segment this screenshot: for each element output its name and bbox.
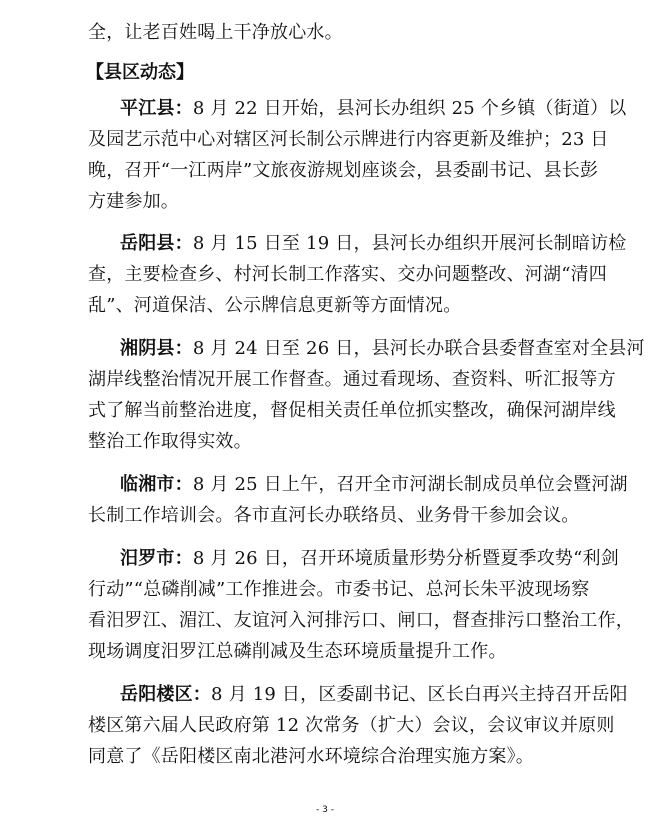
entry-xiangyin-line-1: [120, 336, 645, 362]
entry-xiangyin-line-3: 式了解当前整治进度，督促相关责任单位抓实整改，确保河湖岸线: [88, 400, 616, 421]
entry-text: 8 月 19 日，区委副书记、区长白再兴主持召开岳阳: [211, 684, 628, 705]
entry-pingjiang-line-2: 及园艺示范中心对辖区河长制公示牌进行内容更新及维护；23 日: [88, 129, 609, 150]
entry-text: 8 月 24 日至 26 日，县河长办联合县委督查室对全县河: [192, 338, 645, 359]
entry-linxiang-line-2: 长制工作培训会。各市直河长办联络员、业务骨干参加会议。: [88, 505, 580, 526]
entry-miluo-line-1: [120, 546, 620, 572]
entry-text: 8 月 26 日，召开环境质量形势分析暨夏季攻势“利剑: [192, 548, 619, 569]
section-title: 【县区动态】: [86, 62, 194, 83]
region-name: 岳阳楼区：: [120, 684, 211, 705]
region-name: 湘阴县：: [120, 338, 193, 359]
entry-text: 8 月 22 日开始，县河长办组织 25 个乡镇（街道）以: [192, 98, 627, 119]
entry-xiangyin-line-2: 湖岸线整治情况开展工作督查。通过看现场、查资料、听汇报等方: [88, 369, 616, 390]
region-name: 平江县：: [120, 98, 193, 119]
entry-miluo-line-2: 行动”“总磷削减”工作推进会。市委书记、总河长朱平波现场察: [88, 579, 590, 600]
region-name: 临湘市：: [120, 474, 193, 495]
entry-yueyang-county-line-2: 查，主要检查乡、村河长制工作落实、交办问题整改、河湖“清四: [88, 264, 607, 285]
entry-yueyang-county-line-3: 乱”、河道保洁、公示牌信息更新等方面情况。: [88, 295, 462, 316]
entry-linxiang-line-1: [120, 472, 628, 498]
entry-yueyanglou-line-1: [120, 682, 628, 708]
intro-tail-line: 全，让老百姓喝上干净放心水。: [88, 22, 343, 43]
region-name: 汨罗市：: [120, 548, 193, 569]
entry-miluo-line-4: 现场调度汨罗江总磷削减及生态环境质量提升工作。: [88, 641, 507, 662]
entry-text: 8 月 25 日上午，召开全市河湖长制成员单位会暨河湖: [192, 474, 628, 495]
entry-text: 8 月 15 日至 19 日，县河长办组织开展河长制暗访检: [192, 233, 627, 254]
region-name: 岳阳县：: [120, 233, 193, 254]
entry-pingjiang-line-3: 晚，召开“一江两岸”文旅夜游规划座谈会，县委副书记、县长彭: [88, 160, 599, 181]
page-number: - 3 -: [316, 805, 334, 815]
entry-xiangyin-line-4: 整治工作取得实效。: [88, 431, 252, 452]
entry-yueyang-county-line-1: [120, 231, 627, 257]
entry-pingjiang-line-1: [120, 96, 627, 122]
entry-miluo-line-3: 看汨罗江、湄江、友谊河入河排污口、闸口，督查排污口整治工作，: [88, 610, 634, 631]
entry-pingjiang-line-4: 方建参加。: [88, 191, 179, 212]
entry-yueyanglou-line-3: 同意了《岳阳楼区南北港河水环境综合治理实施方案》。: [88, 746, 534, 767]
entry-yueyanglou-line-2: 楼区第六届人民政府第 12 次常务（扩大）会议，会议审议并原则: [88, 715, 615, 736]
